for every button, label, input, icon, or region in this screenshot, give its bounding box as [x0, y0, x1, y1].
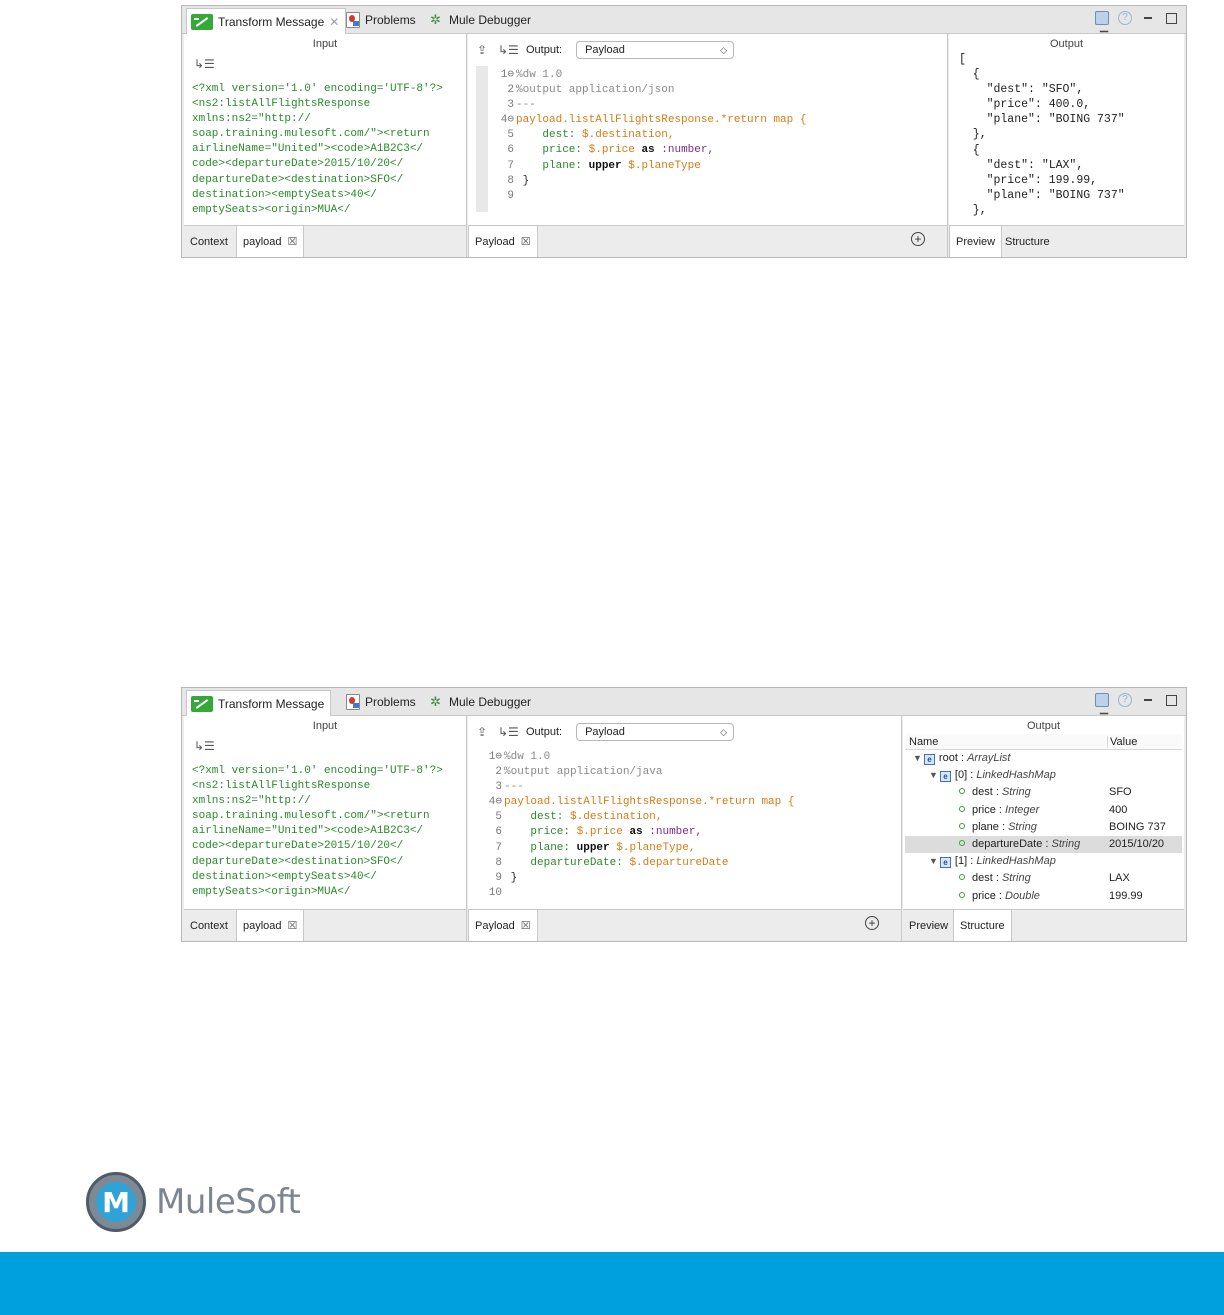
tab-structure[interactable] — [999, 226, 1056, 257]
chevron-updown-icon: ◇ — [720, 726, 728, 737]
output-json[interactable] — [959, 52, 1169, 222]
input-xml[interactable] — [192, 764, 464, 903]
input-bottom-tabs — [184, 909, 466, 941]
xml-line: <ns2:listAllFlightsResponse — [192, 780, 371, 793]
script-section — [468, 34, 948, 257]
code-text: 1⊖ %dw 1.0 2 %output application/json 3 --- 4⊖ payload.listAllFlightsResponse.*return map { 5 dest: $.destination, 6 price: $.price as :number, 7 plane: upper $.planeType 8 } 9 — [500, 69, 807, 202]
tab-label: Context — [190, 919, 228, 932]
expand-triangle-icon[interactable]: ▼ — [929, 856, 938, 867]
tab-label: Preview — [909, 919, 949, 932]
add-icon[interactable]: + — [865, 916, 879, 930]
tree-row-type: String — [1001, 786, 1031, 799]
tree-row-value: 199.99 — [1109, 889, 1143, 902]
output-label: Output: — [526, 726, 563, 738]
xml-line: soap.training.mulesoft.com/"><return — [192, 810, 430, 823]
debugger-icon: ✲ — [430, 12, 441, 27]
close-icon[interactable]: ✕ — [329, 14, 340, 29]
close-icon[interactable]: ☒ — [520, 920, 531, 932]
tree-row[interactable]: ▼ e [1] : LinkedHashMap — [929, 855, 1056, 868]
output-label: Output: — [526, 44, 563, 56]
tree-row[interactable]: price : Integer 400 — [905, 802, 1182, 819]
tab-payload-script[interactable] — [468, 910, 538, 941]
add-icon[interactable]: + — [911, 232, 925, 246]
output-select[interactable] — [576, 41, 734, 59]
tree-row-value: 400 — [1109, 803, 1128, 816]
xml-line: destination><emptySeats>40</ — [192, 188, 377, 201]
json-line: [ — [959, 53, 966, 66]
logo-mark-letter: M — [96, 1182, 136, 1222]
window-controls — [1095, 693, 1178, 707]
tree-row-value: BOING 737 — [1109, 820, 1166, 833]
tree-row[interactable]: dest : String LAX — [905, 870, 1182, 887]
expand-triangle-icon[interactable]: ▼ — [913, 753, 922, 763]
save-icon[interactable] — [1095, 11, 1109, 25]
input-xml[interactable] — [192, 82, 464, 221]
column-header-name[interactable]: Name — [909, 736, 939, 748]
tab-problems[interactable] — [342, 690, 422, 714]
tab-mule-debugger[interactable] — [426, 8, 537, 32]
xml-line: <?xml version='1.0' encoding='UTF-8'?> — [192, 765, 443, 777]
problems-icon — [346, 694, 360, 710]
xml-line: <ns2:listAllFlightsResponse — [192, 98, 371, 111]
tab-label: Mule Debugger — [449, 695, 532, 709]
map-icon: e — [940, 771, 951, 782]
tab-label: Structure — [960, 919, 1005, 932]
field-icon — [959, 788, 965, 794]
json-line: { — [959, 68, 980, 82]
input-bottom-tabs — [184, 225, 466, 257]
tree-row[interactable]: plane : String BOING 737 — [905, 819, 1182, 836]
input-section — [184, 716, 467, 941]
output-tree[interactable] — [905, 734, 1182, 902]
tab-payload-script[interactable] — [468, 226, 538, 257]
map-icon: e — [940, 857, 951, 868]
xml-line: code><departureDate>2015/10/20</ — [192, 158, 404, 171]
minimize-icon[interactable] — [1141, 693, 1155, 707]
tab-label: Transform Message — [218, 14, 325, 29]
tree-row[interactable]: ▼ e root : ArrayList — [913, 752, 1011, 764]
problems-icon — [346, 12, 360, 28]
json-line: }, — [959, 128, 987, 142]
script-toolbar — [474, 39, 941, 61]
expand-triangle-icon[interactable]: ▼ — [929, 770, 938, 781]
json-line: "price": 199.99, — [959, 173, 1098, 187]
code-text: 1⊖ %dw 1.0 2 %output application/java 3 --- 4⊖ payload.listAllFlightsResponse.*return map { 5 dest: $.destination, 6 price: $.price as :number, 7 plane: upper $.planeType, 8 departureDate: $.departureDate 9 } 10 — [488, 751, 795, 899]
help-icon[interactable]: ? — [1118, 693, 1132, 707]
tree-row-name: root — [938, 752, 958, 764]
tab-payload-input[interactable] — [236, 226, 304, 257]
field-icon — [959, 892, 965, 898]
tree-row-name: price — [972, 889, 996, 902]
brand-name: MuleSoft — [156, 1182, 301, 1222]
xml-line: departureDate><destination>SFO</ — [192, 855, 404, 868]
indent-icon[interactable]: ↳☰ — [498, 725, 519, 739]
tree-row-name: [1] — [954, 855, 968, 868]
indent-icon[interactable]: ↳☰ — [194, 739, 215, 753]
window-controls — [1095, 11, 1178, 25]
tab-label: Preview — [956, 235, 996, 248]
json-line: { — [959, 143, 980, 157]
field-icon — [959, 823, 965, 829]
transform-icon — [191, 14, 213, 30]
tab-label: Transform Message — [218, 696, 325, 711]
transform-panel-java — [181, 687, 1187, 942]
tree-row-type: Double — [1005, 889, 1040, 902]
tree-row-type: Integer — [1005, 803, 1040, 816]
output-bottom-tabs — [903, 909, 1184, 941]
field-icon — [959, 840, 965, 846]
tree-row-type: LinkedHashMap — [976, 769, 1056, 782]
mulesoft-logo — [86, 1171, 306, 1233]
xml-line: airlineName="United"><code>A1B2C3</ — [192, 825, 424, 838]
transform-icon — [191, 696, 213, 712]
tab-transform-message[interactable] — [186, 8, 346, 34]
transform-panel-json — [181, 5, 1187, 258]
indent-icon[interactable]: ↳☰ — [194, 57, 215, 71]
tab-mule-debugger[interactable] — [426, 690, 537, 714]
tab-label: Context — [190, 235, 228, 248]
tree-row-name: price — [972, 803, 996, 816]
maximize-icon[interactable] — [1164, 693, 1178, 707]
help-icon[interactable]: ? — [1118, 11, 1132, 25]
tree-row[interactable]: ▼ e [0] : LinkedHashMap — [929, 769, 1056, 782]
tree-row-value: LAX — [1109, 872, 1130, 885]
tab-label: Problems — [365, 13, 416, 27]
tab-label: Payload — [475, 919, 515, 932]
tree-row-type: String — [1008, 820, 1037, 833]
tab-preview[interactable] — [903, 910, 954, 941]
field-icon — [959, 874, 965, 880]
close-icon[interactable]: ☒ — [520, 236, 531, 248]
input-section — [184, 34, 467, 257]
code-editor[interactable] — [476, 66, 941, 212]
output-select[interactable] — [576, 723, 734, 741]
xml-line: emptySeats><origin>MUA</ — [192, 885, 351, 898]
view-tab-bar — [182, 688, 1186, 716]
script-bottom-tabs — [468, 909, 901, 941]
xml-line: code><departureDate>2015/10/20</ — [192, 840, 404, 853]
tree-row-name: dest — [972, 786, 993, 799]
code-editor[interactable] — [476, 748, 895, 899]
column-header-value[interactable]: Value — [1107, 736, 1137, 748]
json-line: "price": 400.0, — [959, 98, 1091, 112]
close-icon[interactable]: ☒ — [287, 236, 298, 248]
editor-gutter — [476, 66, 488, 212]
script-toolbar — [474, 721, 895, 743]
tree-row[interactable]: dest : String SFO — [905, 784, 1182, 801]
tree-row-value: 2015/10/20 — [1109, 837, 1165, 850]
field-icon — [959, 806, 965, 812]
json-line: "plane": "BOING 737" — [959, 188, 1125, 202]
tree-row-value: SFO — [1109, 786, 1132, 799]
xml-line: xmlns:ns2="http:// — [192, 795, 311, 808]
output-select-value: Payload — [585, 44, 625, 56]
output-title: Output — [1026, 720, 1061, 732]
indent-icon[interactable]: ↳☰ — [498, 43, 519, 57]
upload-icon[interactable]: ⇪ — [476, 725, 488, 739]
xml-line: departureDate><destination>SFO</ — [192, 173, 404, 186]
json-line: "dest": "LAX", — [959, 158, 1084, 172]
view-tab-bar — [182, 6, 1186, 34]
tree-row-type: String — [1001, 872, 1031, 885]
mulesoft-logo-icon — [86, 1172, 146, 1232]
footer-band — [0, 1252, 1224, 1315]
script-section — [468, 716, 902, 941]
maximize-icon[interactable] — [1164, 11, 1178, 25]
close-icon[interactable]: ☒ — [287, 920, 298, 932]
output-select-value: Payload — [585, 726, 625, 738]
debugger-icon: ✲ — [430, 694, 441, 709]
json-line: "dest": "SFO", — [959, 83, 1084, 97]
tab-context[interactable] — [184, 226, 234, 257]
tab-context[interactable] — [184, 910, 234, 941]
tab-preview[interactable] — [949, 226, 1002, 257]
json-line: "plane": "BOING 737" — [959, 113, 1125, 127]
xml-line: <?xml version='1.0' encoding='UTF-8'?> — [192, 83, 443, 95]
upload-icon[interactable]: ⇪ — [476, 43, 488, 57]
tab-structure[interactable] — [953, 910, 1012, 941]
output-section — [903, 716, 1184, 941]
tab-label: Mule Debugger — [449, 13, 532, 27]
script-bottom-tabs — [468, 225, 947, 257]
tree-row-selected[interactable]: departureDate : String 2015/10/20 — [905, 836, 1182, 853]
tree-row-name: dest — [972, 872, 993, 885]
xml-line: emptySeats><origin>MUA</ — [192, 203, 351, 216]
list-icon: e — [924, 754, 935, 765]
tab-payload-input[interactable] — [236, 910, 304, 941]
tab-label: Payload — [475, 235, 515, 248]
tree-row-name: [0] — [954, 769, 968, 782]
tab-label: payload — [243, 235, 282, 248]
save-icon[interactable] — [1095, 693, 1109, 707]
tree-row-type: ArrayList — [967, 752, 1011, 764]
tree-row-type: String — [1051, 837, 1081, 850]
tree-row-name: plane — [972, 820, 999, 833]
tab-transform-message[interactable] — [186, 690, 331, 716]
tab-problems[interactable] — [342, 8, 422, 32]
xml-line: airlineName="United"><code>A1B2C3</ — [192, 143, 424, 156]
output-bottom-tabs — [949, 225, 1184, 257]
tab-label: Structure — [1005, 235, 1050, 248]
minimize-icon[interactable] — [1141, 11, 1155, 25]
tree-row-type: LinkedHashMap — [976, 855, 1056, 868]
xml-line: xmlns:ns2="http:// — [192, 113, 311, 126]
tab-label: Problems — [365, 695, 416, 709]
xml-line: soap.training.mulesoft.com/"><return — [192, 128, 430, 141]
tab-label: payload — [243, 919, 282, 932]
output-title: Output — [1049, 38, 1084, 50]
xml-line: destination><emptySeats>40</ — [192, 870, 377, 883]
input-title: Input — [312, 720, 338, 732]
json-line: }, — [959, 203, 987, 217]
chevron-updown-icon: ◇ — [720, 44, 728, 55]
tree-row[interactable]: price : Double 199.99 — [905, 888, 1182, 903]
output-section — [949, 34, 1184, 257]
tree-row-name: departureDate — [972, 837, 1043, 850]
input-title: Input — [312, 38, 338, 50]
tree-header — [905, 734, 1182, 750]
